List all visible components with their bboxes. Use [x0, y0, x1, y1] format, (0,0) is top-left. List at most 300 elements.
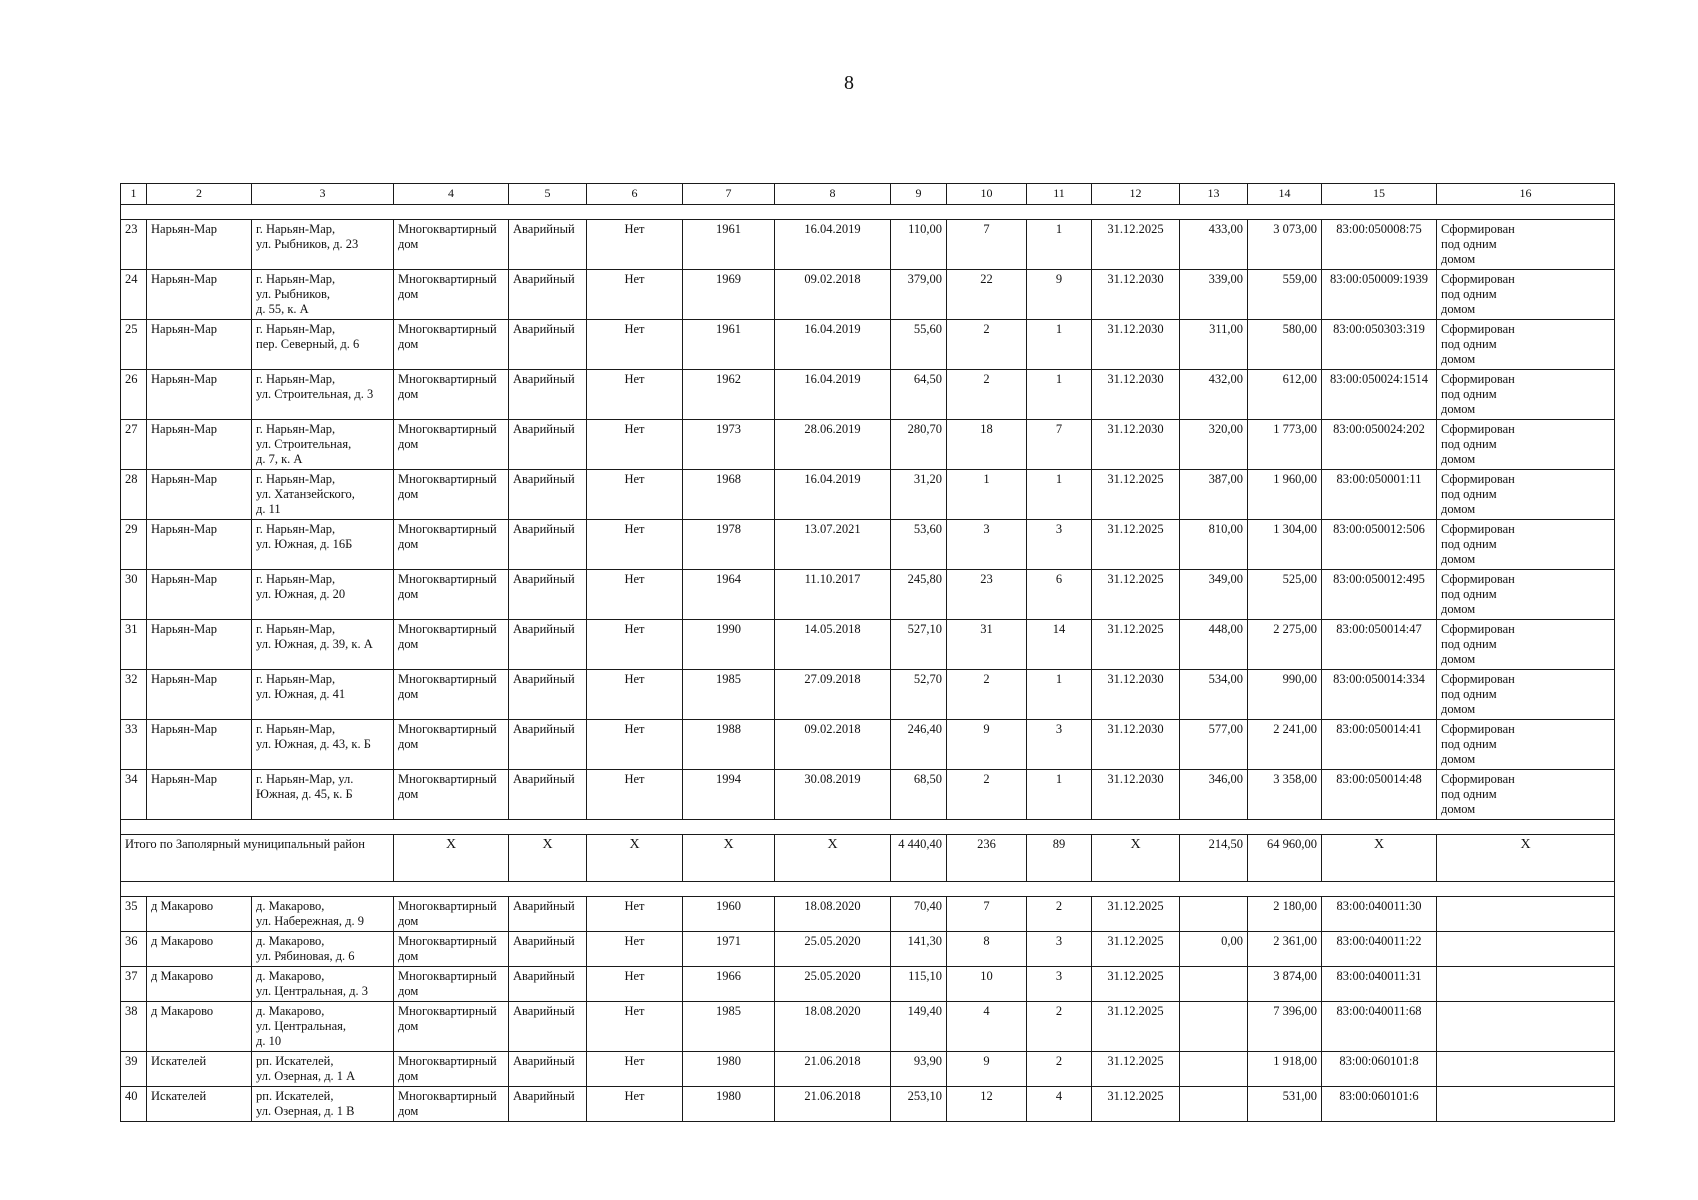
settlement-name: Нарьян-Мар: [147, 620, 252, 670]
cell-col-6: Нет: [587, 320, 683, 370]
house-area: 31,20: [891, 470, 947, 520]
house-address: г. Нарьян-Мар, ул. Южная, д. 39, к. А: [252, 620, 394, 670]
house-status: Аварийный: [509, 220, 587, 270]
cadastral-number: 83:00:050014:41: [1322, 720, 1437, 770]
land-plot-status: Сформирован под одним домом: [1437, 570, 1615, 620]
recognition-date: 16.04.2019: [775, 370, 891, 420]
settlement-name: Нарьян-Мар: [147, 320, 252, 370]
subtotal-cell: X: [1322, 835, 1437, 882]
cell-col-14: 3 073,00: [1248, 220, 1322, 270]
settlement-name: Нарьян-Мар: [147, 370, 252, 420]
house-type: Многоквартирный дом: [394, 570, 509, 620]
recognition-date: 25.05.2020: [775, 967, 891, 1002]
cell-col-11: 14: [1027, 620, 1092, 670]
cell-col-6: Нет: [587, 370, 683, 420]
cell-col-11: 3: [1027, 967, 1092, 1002]
cell-col-11: 1: [1027, 220, 1092, 270]
construction-year: 1990: [683, 620, 775, 670]
land-plot-status: Сформирован под одним домом: [1437, 220, 1615, 270]
cell-col-13: 432,00: [1180, 370, 1248, 420]
recognition-date: 30.08.2019: [775, 770, 891, 820]
cell-col-11: 1: [1027, 670, 1092, 720]
cell-col-6: Нет: [587, 670, 683, 720]
cell-col-13: 0,00: [1180, 932, 1248, 967]
construction-year: 1980: [683, 1087, 775, 1122]
house-status: Аварийный: [509, 897, 587, 932]
cell-col-11: 1: [1027, 770, 1092, 820]
recognition-date: 09.02.2018: [775, 270, 891, 320]
house-address: г. Нарьян-Мар, ул. Рыбников, д. 23: [252, 220, 394, 270]
house-address: г. Нарьян-Мар, ул. Южная, д. 20: [252, 570, 394, 620]
recognition-date: 13.07.2021: [775, 520, 891, 570]
house-address: г. Нарьян-Мар, ул. Южная, д. 41: [252, 670, 394, 720]
cadastral-number: 83:00:050303:319: [1322, 320, 1437, 370]
row-number: 28: [121, 470, 147, 520]
house-status: Аварийный: [509, 570, 587, 620]
subtotal-cell: 64 960,00: [1248, 835, 1322, 882]
subtotal-label: Итого по Заполярный муниципальный район: [121, 835, 394, 882]
row-number: 37: [121, 967, 147, 1002]
house-status: Аварийный: [509, 1087, 587, 1122]
row-number: 27: [121, 420, 147, 470]
house-area: 64,50: [891, 370, 947, 420]
settlement-name: Нарьян-Мар: [147, 420, 252, 470]
construction-year: 1960: [683, 897, 775, 932]
cell-col-13: [1180, 1002, 1248, 1052]
house-area: 52,70: [891, 670, 947, 720]
header-gap-row: [121, 205, 1615, 220]
house-status: Аварийный: [509, 320, 587, 370]
table-row: [121, 220, 1615, 270]
house-type: Многоквартирный дом: [394, 370, 509, 420]
cell-col-14: 3 358,00: [1248, 770, 1322, 820]
house-status: Аварийный: [509, 420, 587, 470]
subtotal-cell: X: [1092, 835, 1180, 882]
row-number: 31: [121, 620, 147, 670]
house-type: Многоквартирный дом: [394, 470, 509, 520]
cadastral-number: 83:00:050008:75: [1322, 220, 1437, 270]
land-plot-status: Сформирован под одним домом: [1437, 320, 1615, 370]
table-row: [121, 370, 1615, 420]
cell-col-11: 6: [1027, 570, 1092, 620]
land-plot-status: Сформирован под одним домом: [1437, 670, 1615, 720]
header-cell: 14: [1248, 184, 1322, 205]
resettlement-deadline: 31.12.2025: [1092, 932, 1180, 967]
subtotal-section: [121, 820, 1615, 897]
recognition-date: 11.10.2017: [775, 570, 891, 620]
house-type: Многоквартирный дом: [394, 620, 509, 670]
house-area: 141,30: [891, 932, 947, 967]
cadastral-number: 83:00:050012:495: [1322, 570, 1437, 620]
cadastral-number: 83:00:050012:506: [1322, 520, 1437, 570]
table-row: [121, 470, 1615, 520]
resettlement-deadline: 31.12.2025: [1092, 520, 1180, 570]
resettlement-deadline: 31.12.2030: [1092, 720, 1180, 770]
table-row: [121, 520, 1615, 570]
cell-col-10: 4: [947, 1002, 1027, 1052]
row-number: 35: [121, 897, 147, 932]
cell-col-14: 531,00: [1248, 1087, 1322, 1122]
cell-col-14: 559,00: [1248, 270, 1322, 320]
naryan-mar-rows: [121, 205, 1615, 820]
header-cell: 5: [509, 184, 587, 205]
subtotal-cell: X: [1437, 835, 1615, 882]
cadastral-number: 83:00:040011:31: [1322, 967, 1437, 1002]
cell-col-13: 810,00: [1180, 520, 1248, 570]
cell-col-13: 346,00: [1180, 770, 1248, 820]
cell-col-10: 1: [947, 470, 1027, 520]
subtotal-cell: 236: [947, 835, 1027, 882]
house-area: 527,10: [891, 620, 947, 670]
house-area: 68,50: [891, 770, 947, 820]
house-type: Многоквартирный дом: [394, 932, 509, 967]
row-number: 29: [121, 520, 147, 570]
cell-col-13: 387,00: [1180, 470, 1248, 520]
page-number: 8: [844, 72, 854, 94]
house-address: г. Нарьян-Мар, ул. Южная, д. 43, к. Б: [252, 720, 394, 770]
house-address: г. Нарьян-Мар, ул. Строительная, д. 3: [252, 370, 394, 420]
subtotal-cell: 4 440,40: [891, 835, 947, 882]
cell-col-10: 2: [947, 370, 1027, 420]
cell-col-13: 534,00: [1180, 670, 1248, 720]
construction-year: 1968: [683, 470, 775, 520]
cell-col-11: 1: [1027, 320, 1092, 370]
table-row: [121, 1087, 1615, 1122]
cell-col-11: 3: [1027, 932, 1092, 967]
settlement-name: д Макарово: [147, 932, 252, 967]
settlement-name: Искателей: [147, 1087, 252, 1122]
gap-row: [121, 882, 1615, 897]
cell-col-14: 1 304,00: [1248, 520, 1322, 570]
table-row: [121, 270, 1615, 320]
row-number: 38: [121, 1002, 147, 1052]
cell-col-14: 525,00: [1248, 570, 1322, 620]
recognition-date: 09.02.2018: [775, 720, 891, 770]
resettlement-deadline: 31.12.2025: [1092, 1087, 1180, 1122]
cell-col-14: 1 918,00: [1248, 1052, 1322, 1087]
table-row: [121, 320, 1615, 370]
house-address: рп. Искателей, ул. Озерная, д. 1 В: [252, 1087, 394, 1122]
subtotal-cell: X: [394, 835, 509, 882]
header-cell: 2: [147, 184, 252, 205]
land-plot-status: [1437, 897, 1615, 932]
cell-col-13: [1180, 1052, 1248, 1087]
cell-col-14: 990,00: [1248, 670, 1322, 720]
land-plot-status: [1437, 1052, 1615, 1087]
recognition-date: 27.09.2018: [775, 670, 891, 720]
cell-col-11: 2: [1027, 1052, 1092, 1087]
cadastral-number: 83:00:040011:30: [1322, 897, 1437, 932]
cell-col-13: 320,00: [1180, 420, 1248, 470]
cell-col-6: Нет: [587, 770, 683, 820]
cell-col-13: [1180, 967, 1248, 1002]
construction-year: 1985: [683, 670, 775, 720]
house-status: Аварийный: [509, 670, 587, 720]
settlement-name: Нарьян-Мар: [147, 470, 252, 520]
table-row: [121, 620, 1615, 670]
recognition-date: 21.06.2018: [775, 1087, 891, 1122]
settlement-name: Искателей: [147, 1052, 252, 1087]
cell-col-6: Нет: [587, 270, 683, 320]
house-type: Многоквартирный дом: [394, 520, 509, 570]
header-cell: 15: [1322, 184, 1437, 205]
land-plot-status: Сформирован под одним домом: [1437, 270, 1615, 320]
house-address: г. Нарьян-Мар, ул. Рыбников, д. 55, к. А: [252, 270, 394, 320]
house-type: Многоквартирный дом: [394, 420, 509, 470]
header-cell: 7: [683, 184, 775, 205]
recognition-date: 14.05.2018: [775, 620, 891, 670]
house-address: г. Нарьян-Мар, ул. Хатанзейского, д. 11: [252, 470, 394, 520]
cell-col-13: 433,00: [1180, 220, 1248, 270]
resettlement-deadline: 31.12.2025: [1092, 620, 1180, 670]
land-plot-status: [1437, 1087, 1615, 1122]
cell-col-6: Нет: [587, 967, 683, 1002]
house-address: д. Макарово, ул. Центральная, д. 10: [252, 1002, 394, 1052]
construction-year: 1966: [683, 967, 775, 1002]
cell-col-6: Нет: [587, 720, 683, 770]
land-plot-status: Сформирован под одним домом: [1437, 720, 1615, 770]
cell-col-14: 2 241,00: [1248, 720, 1322, 770]
house-address: г. Нарьян-Мар, пер. Северный, д. 6: [252, 320, 394, 370]
table-row: [121, 1052, 1615, 1087]
land-plot-status: Сформирован под одним домом: [1437, 370, 1615, 420]
house-type: Многоквартирный дом: [394, 270, 509, 320]
cell-col-14: 612,00: [1248, 370, 1322, 420]
resettlement-deadline: 31.12.2025: [1092, 470, 1180, 520]
row-number: 30: [121, 570, 147, 620]
resettlement-deadline: 31.12.2025: [1092, 897, 1180, 932]
subtotal-cell: 89: [1027, 835, 1092, 882]
house-area: 93,90: [891, 1052, 947, 1087]
cell-col-13: 339,00: [1180, 270, 1248, 320]
house-status: Аварийный: [509, 967, 587, 1002]
header-cell: 4: [394, 184, 509, 205]
construction-year: 1988: [683, 720, 775, 770]
construction-year: 1971: [683, 932, 775, 967]
subtotal-row: [121, 835, 1615, 882]
row-number: 23: [121, 220, 147, 270]
cell-col-14: 3 874,00: [1248, 967, 1322, 1002]
recognition-date: 16.04.2019: [775, 470, 891, 520]
house-status: Аварийный: [509, 620, 587, 670]
house-type: Многоквартирный дом: [394, 1052, 509, 1087]
row-number: 26: [121, 370, 147, 420]
cell-col-6: Нет: [587, 1002, 683, 1052]
cell-col-14: 2 275,00: [1248, 620, 1322, 670]
cell-col-6: Нет: [587, 520, 683, 570]
cell-col-11: 9: [1027, 270, 1092, 320]
cell-col-11: 2: [1027, 897, 1092, 932]
subtotal-cell: X: [509, 835, 587, 882]
table-row: [121, 670, 1615, 720]
table-row: [121, 1002, 1615, 1052]
construction-year: 1961: [683, 320, 775, 370]
header-cell: 3: [252, 184, 394, 205]
cell-col-11: 7: [1027, 420, 1092, 470]
cadastral-number: 83:00:050014:334: [1322, 670, 1437, 720]
settlement-name: д Макарово: [147, 897, 252, 932]
house-address: г. Нарьян-Мар, ул. Южная, д. 45, к. Б: [252, 770, 394, 820]
construction-year: 1980: [683, 1052, 775, 1087]
house-area: 253,10: [891, 1087, 947, 1122]
cell-col-13: [1180, 1087, 1248, 1122]
header-cell: 12: [1092, 184, 1180, 205]
settlement-name: Нарьян-Мар: [147, 720, 252, 770]
house-address: г. Нарьян-Мар, ул. Строительная, д. 7, к. А: [252, 420, 394, 470]
recognition-date: 28.06.2019: [775, 420, 891, 470]
resettlement-deadline: 31.12.2030: [1092, 270, 1180, 320]
cadastral-number: 83:00:040011:68: [1322, 1002, 1437, 1052]
table-row: [121, 420, 1615, 470]
table-row: [121, 932, 1615, 967]
recognition-date: 25.05.2020: [775, 932, 891, 967]
cell-col-6: Нет: [587, 897, 683, 932]
header-cell: 8: [775, 184, 891, 205]
land-plot-status: Сформирован под одним домом: [1437, 520, 1615, 570]
table-row: [121, 967, 1615, 1002]
house-area: 149,40: [891, 1002, 947, 1052]
house-address: д. Макарово, ул. Набережная, д. 9: [252, 897, 394, 932]
house-area: 280,70: [891, 420, 947, 470]
header-cell: 16: [1437, 184, 1615, 205]
construction-year: 1973: [683, 420, 775, 470]
house-address: рп. Искателей, ул. Озерная, д. 1 А: [252, 1052, 394, 1087]
cell-col-10: 10: [947, 967, 1027, 1002]
table-row: [121, 897, 1615, 932]
cadastral-number: 83:00:050009:1939: [1322, 270, 1437, 320]
row-number: 36: [121, 932, 147, 967]
cell-col-11: 4: [1027, 1087, 1092, 1122]
house-status: Аварийный: [509, 270, 587, 320]
resettlement-deadline: 31.12.2030: [1092, 770, 1180, 820]
cell-col-10: 7: [947, 220, 1027, 270]
construction-year: 1985: [683, 1002, 775, 1052]
cell-col-6: Нет: [587, 932, 683, 967]
house-type: Многоквартирный дом: [394, 670, 509, 720]
house-type: Многоквартирный дом: [394, 220, 509, 270]
cell-col-14: 1 960,00: [1248, 470, 1322, 520]
cell-col-14: 2 180,00: [1248, 897, 1322, 932]
row-number: 34: [121, 770, 147, 820]
header-cell: 10: [947, 184, 1027, 205]
cell-col-14: 580,00: [1248, 320, 1322, 370]
house-status: Аварийный: [509, 1002, 587, 1052]
resettlement-deadline: 31.12.2025: [1092, 967, 1180, 1002]
land-plot-status: [1437, 932, 1615, 967]
construction-year: 1962: [683, 370, 775, 420]
cell-col-11: 2: [1027, 1002, 1092, 1052]
cell-col-14: 2 361,00: [1248, 932, 1322, 967]
resettlement-deadline: 31.12.2025: [1092, 220, 1180, 270]
house-address: г. Нарьян-Мар, ул. Южная, д. 16Б: [252, 520, 394, 570]
cadastral-number: 83:00:050024:1514: [1322, 370, 1437, 420]
resettlement-deadline: 31.12.2025: [1092, 1052, 1180, 1087]
cell-col-14: 1 773,00: [1248, 420, 1322, 470]
header-cell: 13: [1180, 184, 1248, 205]
house-area: 115,10: [891, 967, 947, 1002]
house-area: 245,80: [891, 570, 947, 620]
construction-year: 1994: [683, 770, 775, 820]
cell-col-10: 2: [947, 320, 1027, 370]
cell-col-10: 7: [947, 897, 1027, 932]
cell-col-6: Нет: [587, 1052, 683, 1087]
recognition-date: 16.04.2019: [775, 220, 891, 270]
header-cell: 1: [121, 184, 147, 205]
house-area: 70,40: [891, 897, 947, 932]
cell-col-6: Нет: [587, 1087, 683, 1122]
row-number: 40: [121, 1087, 147, 1122]
house-area: 110,00: [891, 220, 947, 270]
cell-col-6: Нет: [587, 220, 683, 270]
recognition-date: 18.08.2020: [775, 1002, 891, 1052]
table-row: [121, 770, 1615, 820]
subtotal-cell: X: [683, 835, 775, 882]
settlement-name: Нарьян-Мар: [147, 520, 252, 570]
resettlement-deadline: 31.12.2030: [1092, 370, 1180, 420]
house-area: 55,60: [891, 320, 947, 370]
cell-col-6: Нет: [587, 620, 683, 670]
cell-col-10: 8: [947, 932, 1027, 967]
house-status: Аварийный: [509, 520, 587, 570]
settlement-name: д Макарово: [147, 967, 252, 1002]
house-status: Аварийный: [509, 932, 587, 967]
cell-col-10: 2: [947, 770, 1027, 820]
cadastral-number: 83:00:050014:47: [1322, 620, 1437, 670]
cell-col-11: 1: [1027, 370, 1092, 420]
cadastral-number: 83:00:060101:6: [1322, 1087, 1437, 1122]
cadastral-number: 83:00:050001:11: [1322, 470, 1437, 520]
construction-year: 1961: [683, 220, 775, 270]
cell-col-10: 9: [947, 1052, 1027, 1087]
house-type: Многоквартирный дом: [394, 1087, 509, 1122]
cadastral-number: 83:00:050014:48: [1322, 770, 1437, 820]
subtotal-cell: 214,50: [1180, 835, 1248, 882]
resettlement-deadline: 31.12.2030: [1092, 420, 1180, 470]
land-plot-status: [1437, 1002, 1615, 1052]
row-number: 25: [121, 320, 147, 370]
cell-col-13: 311,00: [1180, 320, 1248, 370]
house-type: Многоквартирный дом: [394, 320, 509, 370]
cell-col-6: Нет: [587, 470, 683, 520]
settlement-name: Нарьян-Мар: [147, 770, 252, 820]
cell-col-10: 2: [947, 670, 1027, 720]
land-plot-status: Сформирован под одним домом: [1437, 470, 1615, 520]
house-area: 379,00: [891, 270, 947, 320]
cell-col-14: 7 396,00: [1248, 1002, 1322, 1052]
cell-col-10: 3: [947, 520, 1027, 570]
row-number: 33: [121, 720, 147, 770]
house-type: Многоквартирный дом: [394, 897, 509, 932]
emergency-housing-table: [120, 183, 1615, 1122]
house-status: Аварийный: [509, 770, 587, 820]
house-type: Многоквартирный дом: [394, 770, 509, 820]
settlement-name: Нарьян-Мар: [147, 670, 252, 720]
cell-col-11: 3: [1027, 720, 1092, 770]
land-plot-status: Сформирован под одним домом: [1437, 770, 1615, 820]
cadastral-number: 83:00:060101:8: [1322, 1052, 1437, 1087]
cell-col-10: 18: [947, 420, 1027, 470]
column-number-header: [121, 184, 1615, 205]
cell-col-10: 9: [947, 720, 1027, 770]
cell-col-10: 23: [947, 570, 1027, 620]
resettlement-deadline: 31.12.2030: [1092, 320, 1180, 370]
cell-col-13: [1180, 897, 1248, 932]
house-address: д. Макарово, ул. Рябиновая, д. 6: [252, 932, 394, 967]
resettlement-deadline: 31.12.2025: [1092, 1002, 1180, 1052]
settlement-name: д Макарово: [147, 1002, 252, 1052]
construction-year: 1978: [683, 520, 775, 570]
header-cell: 6: [587, 184, 683, 205]
